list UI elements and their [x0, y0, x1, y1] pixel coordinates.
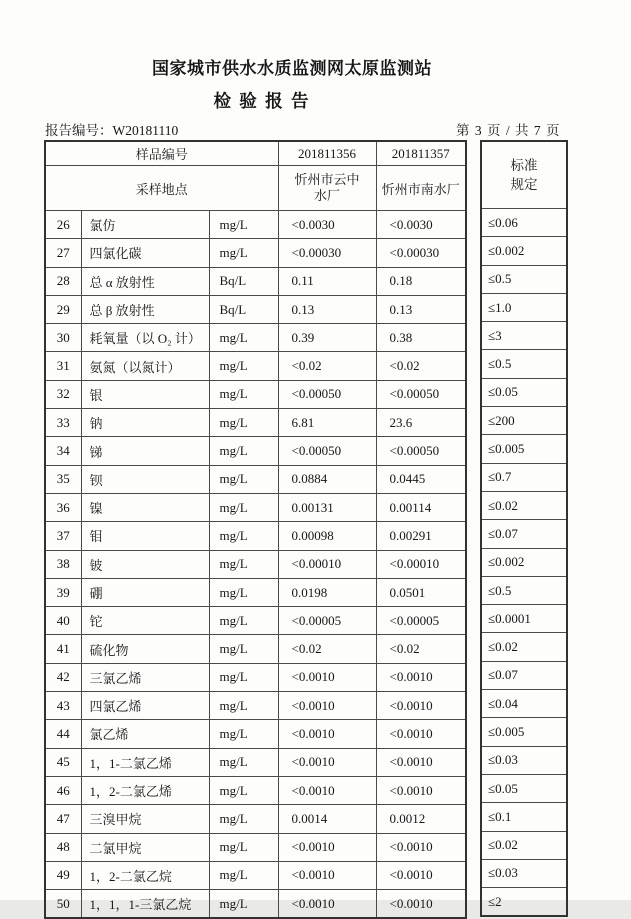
cell-v1: <0.0010 — [278, 692, 376, 720]
table-row — [45, 720, 466, 748]
cell-no: 39 — [45, 578, 81, 606]
cell-v1: 0.0014 — [278, 805, 376, 833]
cell-unit: Bq/L — [209, 295, 278, 323]
cell-v1: 0.0198 — [278, 578, 376, 606]
cell-v2: 0.00291 — [376, 522, 466, 550]
cell-v2: 0.00114 — [376, 493, 466, 521]
cell-no: 26 — [45, 211, 81, 239]
standard-row — [481, 237, 567, 265]
cell-no: 33 — [45, 409, 81, 437]
cell-unit: mg/L — [209, 692, 278, 720]
cell-item: 二氯甲烷 — [81, 833, 209, 861]
cell-v1: <0.0010 — [278, 748, 376, 776]
cell-item: 1，2-二氯乙烯 — [81, 776, 209, 804]
cell-v1: 0.13 — [278, 295, 376, 323]
standard-header-row — [481, 141, 567, 209]
standard-row — [481, 407, 567, 435]
cell-item: 铍 — [81, 550, 209, 578]
table-row — [45, 607, 466, 635]
cell-std: ≤0.005 — [481, 435, 567, 463]
table-row — [45, 578, 466, 606]
cell-v2: <0.0030 — [376, 211, 466, 239]
standard-row — [481, 265, 567, 293]
cell-unit: mg/L — [209, 493, 278, 521]
cell-std: ≤0.02 — [481, 633, 567, 661]
cell-v1: <0.02 — [278, 635, 376, 663]
cell-item: 锑 — [81, 437, 209, 465]
cell-v2: 0.0501 — [376, 578, 466, 606]
cell-std: ≤0.5 — [481, 576, 567, 604]
cell-item: 硫化物 — [81, 635, 209, 663]
cell-no: 38 — [45, 550, 81, 578]
cell-no: 31 — [45, 352, 81, 380]
cell-v1: <0.00005 — [278, 607, 376, 635]
cell-std: ≤0.7 — [481, 463, 567, 491]
cell-unit: mg/L — [209, 211, 278, 239]
cell-v1: 0.00131 — [278, 493, 376, 521]
cell-unit: mg/L — [209, 776, 278, 804]
cell-item: 耗氧量（以 O₂ 计） — [81, 324, 209, 352]
standard-row — [481, 209, 567, 237]
cell-v1: <0.0010 — [278, 861, 376, 889]
cell-v2: <0.00010 — [376, 550, 466, 578]
cell-item: 四氯乙烯 — [81, 692, 209, 720]
cell-std: ≤0.05 — [481, 774, 567, 802]
cell-item: 1，2-二氯乙烷 — [81, 861, 209, 889]
table-row — [45, 465, 466, 493]
standard-row — [481, 859, 567, 887]
cell-v2: 0.38 — [376, 324, 466, 352]
cell-std: ≤0.002 — [481, 237, 567, 265]
standard-row — [481, 633, 567, 661]
cell-v2: <0.00050 — [376, 380, 466, 408]
cell-std: ≤1.0 — [481, 293, 567, 321]
cell-item: 钠 — [81, 409, 209, 437]
sample-id-row — [45, 141, 466, 166]
cell-no: 46 — [45, 776, 81, 804]
sample1-location: 忻州市云中水厂 — [294, 172, 360, 203]
cell-unit: mg/L — [209, 861, 278, 889]
cell-unit: mg/L — [209, 833, 278, 861]
cell-item: 钼 — [81, 522, 209, 550]
sample2-id: 201811357 — [376, 141, 466, 166]
table-row — [45, 805, 466, 833]
cell-item: 1，1-二氯乙烯 — [81, 748, 209, 776]
cell-unit: mg/L — [209, 324, 278, 352]
cell-no: 44 — [45, 720, 81, 748]
table-row — [45, 239, 466, 267]
table-row — [45, 211, 466, 239]
table-row — [45, 663, 466, 691]
cell-v2: <0.0010 — [376, 776, 466, 804]
cell-no: 45 — [45, 748, 81, 776]
cell-item: 三氯乙烯 — [81, 663, 209, 691]
cell-unit: mg/L — [209, 437, 278, 465]
cell-v1: 0.0884 — [278, 465, 376, 493]
cell-no: 40 — [45, 607, 81, 635]
cell-unit: mg/L — [209, 465, 278, 493]
cell-no: 49 — [45, 861, 81, 889]
table-row — [45, 380, 466, 408]
standard-row — [481, 491, 567, 519]
table-row — [45, 437, 466, 465]
cell-v2: <0.0010 — [376, 890, 466, 919]
cell-v2: <0.0010 — [376, 692, 466, 720]
cell-v2: <0.00030 — [376, 239, 466, 267]
cell-v1: <0.0010 — [278, 663, 376, 691]
standard-row — [481, 774, 567, 802]
cell-v1: <0.0010 — [278, 890, 376, 919]
standard-row — [481, 661, 567, 689]
cell-no: 43 — [45, 692, 81, 720]
cell-v2: <0.0010 — [376, 720, 466, 748]
table-row — [45, 861, 466, 889]
report-title: 国家城市供水水质监测网太原监测站 — [152, 59, 432, 78]
cell-v1: 6.81 — [278, 409, 376, 437]
standard-row — [481, 463, 567, 491]
cell-v2: <0.0010 — [376, 861, 466, 889]
cell-unit: mg/L — [209, 578, 278, 606]
cell-item: 三溴甲烷 — [81, 805, 209, 833]
standard-row — [481, 435, 567, 463]
standard-row — [481, 888, 567, 917]
cell-std: ≤0.002 — [481, 548, 567, 576]
standard-row — [481, 718, 567, 746]
table-row — [45, 493, 466, 521]
table-row — [45, 352, 466, 380]
cell-no: 28 — [45, 267, 81, 295]
cell-item: 银 — [81, 380, 209, 408]
standard-table-body — [481, 209, 567, 917]
cell-no: 32 — [45, 380, 81, 408]
cell-std: ≤0.06 — [481, 209, 567, 237]
cell-std: ≤3 — [481, 322, 567, 350]
standard-header-cell — [481, 141, 567, 209]
cell-v2: <0.02 — [376, 635, 466, 663]
sample-location-label: 采样地点 — [45, 166, 278, 211]
table-row — [45, 748, 466, 776]
cell-unit: mg/L — [209, 748, 278, 776]
cell-std: ≤0.07 — [481, 661, 567, 689]
cell-v1: <0.0010 — [278, 833, 376, 861]
table-row — [45, 409, 466, 437]
cell-item: 氯乙烯 — [81, 720, 209, 748]
cell-v1: 0.00098 — [278, 522, 376, 550]
cell-v2: <0.0010 — [376, 663, 466, 691]
cell-std: ≤0.02 — [481, 491, 567, 519]
cell-std: ≤0.07 — [481, 520, 567, 548]
cell-v2: 0.0445 — [376, 465, 466, 493]
cell-no: 37 — [45, 522, 81, 550]
cell-v1: <0.0010 — [278, 776, 376, 804]
cell-item: 总 β 放射性 — [81, 295, 209, 323]
table-row — [45, 833, 466, 861]
cell-v2: <0.02 — [376, 352, 466, 380]
cell-unit: mg/L — [209, 607, 278, 635]
cell-no: 30 — [45, 324, 81, 352]
standard-row — [481, 378, 567, 406]
sample1-id: 201811356 — [278, 141, 376, 166]
cell-no: 42 — [45, 663, 81, 691]
cell-unit: mg/L — [209, 890, 278, 919]
table-row — [45, 295, 466, 323]
cell-v1: <0.00030 — [278, 239, 376, 267]
cell-unit: mg/L — [209, 239, 278, 267]
cell-v1: 0.11 — [278, 267, 376, 295]
cell-v2: <0.00005 — [376, 607, 466, 635]
cell-unit: mg/L — [209, 522, 278, 550]
cell-unit: mg/L — [209, 635, 278, 663]
standard-row — [481, 576, 567, 604]
cell-item: 氯仿 — [81, 211, 209, 239]
cell-item: 氨氮（以氮计） — [81, 352, 209, 380]
cell-item: 1，1，1-三氯乙烷 — [81, 890, 209, 919]
cell-item: 铊 — [81, 607, 209, 635]
cell-v1: <0.0030 — [278, 211, 376, 239]
table-row — [45, 267, 466, 295]
standard-row — [481, 690, 567, 718]
cell-v1: <0.0010 — [278, 720, 376, 748]
cell-std: ≤0.5 — [481, 350, 567, 378]
cell-std: ≤2 — [481, 888, 567, 917]
cell-v1: <0.00050 — [278, 437, 376, 465]
cell-item: 钡 — [81, 465, 209, 493]
report-number: 报告编号：W20181110 — [45, 123, 179, 138]
sample2-location: 忻州市南水厂 — [376, 166, 466, 211]
cell-std: ≤0.03 — [481, 859, 567, 887]
cell-unit: mg/L — [209, 380, 278, 408]
cell-unit: mg/L — [209, 663, 278, 691]
standard-row — [481, 831, 567, 859]
cell-std: ≤0.5 — [481, 265, 567, 293]
cell-v2: 0.0012 — [376, 805, 466, 833]
cell-std: ≤0.04 — [481, 690, 567, 718]
cell-std: ≤0.02 — [481, 831, 567, 859]
cell-std: ≤0.005 — [481, 718, 567, 746]
cell-std: ≤0.0001 — [481, 605, 567, 633]
cell-no: 34 — [45, 437, 81, 465]
cell-std: ≤0.05 — [481, 378, 567, 406]
cell-item: 四氯化碳 — [81, 239, 209, 267]
cell-no: 29 — [45, 295, 81, 323]
sample-location-row — [45, 166, 466, 211]
table-row — [45, 522, 466, 550]
cell-no: 41 — [45, 635, 81, 663]
standard-row — [481, 803, 567, 831]
cell-no: 50 — [45, 890, 81, 919]
cell-no: 48 — [45, 833, 81, 861]
cell-v2: 23.6 — [376, 409, 466, 437]
table-row — [45, 890, 466, 919]
standard-row — [481, 605, 567, 633]
sample-id-label: 样品编号 — [45, 141, 278, 166]
cell-unit: mg/L — [209, 720, 278, 748]
standard-row — [481, 520, 567, 548]
standard-row — [481, 350, 567, 378]
cell-no: 36 — [45, 493, 81, 521]
standard-row — [481, 293, 567, 321]
cell-std: ≤200 — [481, 407, 567, 435]
cell-v1: <0.00010 — [278, 550, 376, 578]
table-row — [45, 550, 466, 578]
cell-v1: 0.39 — [278, 324, 376, 352]
main-table — [44, 140, 467, 919]
table-row — [45, 324, 466, 352]
cell-v1: <0.00050 — [278, 380, 376, 408]
cell-std: ≤0.1 — [481, 803, 567, 831]
cell-item: 总 α 放射性 — [81, 267, 209, 295]
sample1-location-cell — [278, 166, 376, 211]
cell-unit: Bq/L — [209, 267, 278, 295]
cell-item: 硼 — [81, 578, 209, 606]
standard-row — [481, 322, 567, 350]
standard-row — [481, 746, 567, 774]
cell-v2: <0.00050 — [376, 437, 466, 465]
cell-unit: mg/L — [209, 352, 278, 380]
cell-v1: <0.02 — [278, 352, 376, 380]
cell-no: 35 — [45, 465, 81, 493]
cell-v2: 0.18 — [376, 267, 466, 295]
table-row — [45, 692, 466, 720]
cell-no: 27 — [45, 239, 81, 267]
standard-table — [480, 140, 568, 917]
table-row — [45, 776, 466, 804]
cell-no: 47 — [45, 805, 81, 833]
table-row — [45, 635, 466, 663]
cell-std: ≤0.03 — [481, 746, 567, 774]
cell-unit: mg/L — [209, 805, 278, 833]
report-meta-line — [0, 119, 631, 139]
standard-row — [481, 548, 567, 576]
cell-unit: mg/L — [209, 409, 278, 437]
cell-unit: mg/L — [209, 550, 278, 578]
page-indicator: 第 3 页 / 共 7 页 — [456, 123, 561, 138]
cell-v2: <0.0010 — [376, 748, 466, 776]
standard-header-label: 标准规定 — [510, 158, 538, 192]
cell-v2: <0.0010 — [376, 833, 466, 861]
report-subtitle: 检 验 报 告 — [213, 91, 311, 111]
main-table-body — [45, 211, 466, 919]
cell-item: 镍 — [81, 493, 209, 521]
cell-v2: 0.13 — [376, 295, 466, 323]
